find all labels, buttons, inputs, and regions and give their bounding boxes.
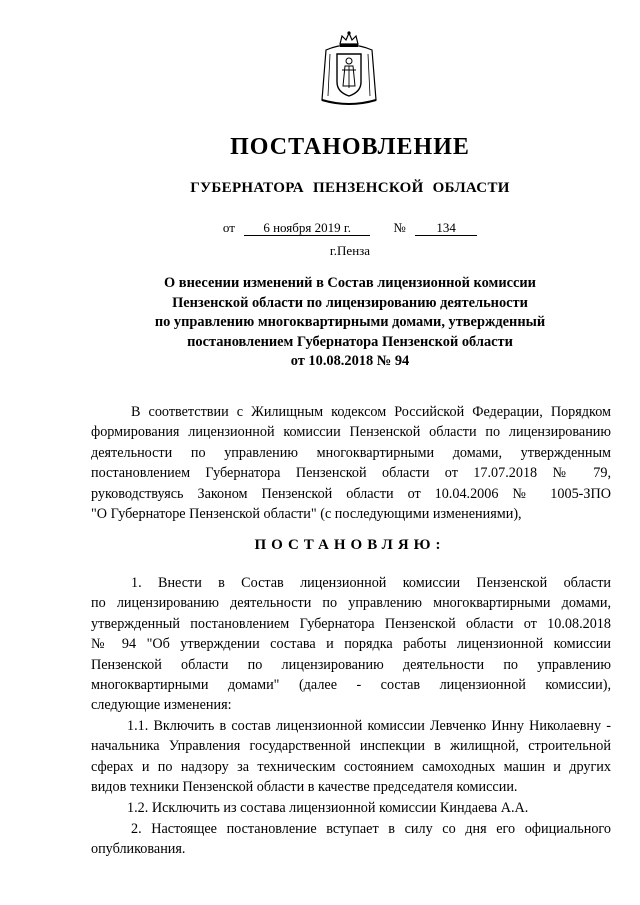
paragraph-line: деятельности по управлению многоквартирными домами, утвержденным <box>91 444 611 461</box>
paragraph-line: формирования лицензионной комиссии Пензенской области по лицензированию <box>91 424 611 441</box>
paragraph-line: следующие изменения: <box>91 697 232 714</box>
paragraph-line: по лицензированию деятельности по управлению многоквартирными домами, <box>91 595 611 612</box>
item-2-paragraph <box>91 819 611 860</box>
paragraph-line: 1.2. Исключить из состава лицензионной комиссии Киндаева А.А. <box>127 800 529 816</box>
paragraph-line: В соответствии с Жилищным кодексом Российской Федерации, Порядком <box>131 404 611 420</box>
paragraph-line: сферах и по надзору за техническим состоянием самоходных машин и других <box>91 758 611 775</box>
paragraph-line: начальника Управления государственной инспекции в жилищной, строительной <box>91 738 611 755</box>
city: г.Пенза <box>329 243 371 258</box>
item-1-1-paragraph <box>91 716 611 798</box>
document-date: 6 ноября 2019 г. <box>244 221 370 236</box>
paragraph-line: Пензенской области по лицензированию деятельности по управлению <box>91 656 611 673</box>
paragraph-line: 1.1. Включить в состав лицензионной комиссии Левченко Инну Николаевну - <box>127 718 611 734</box>
from-label: от <box>222 220 235 235</box>
paragraph-line: 1. Внести в Состав лицензионной комиссии Пензенской области <box>131 575 611 591</box>
paragraph-line: 2. Настоящее постановление вступает в силу со дня его официального <box>131 821 611 837</box>
document-number: 134 <box>415 221 477 236</box>
heading-line: Пензенской области по лицензированию деятельности <box>172 294 528 311</box>
document-title: ПОСТАНОВЛЕНИЕ <box>230 134 470 160</box>
paragraph-line: видов техники Пензенской области в качестве председателя комиссии. <box>91 779 518 796</box>
item-1-2-paragraph <box>91 798 611 818</box>
document-heading <box>0 274 640 372</box>
paragraph-line: постановлением Губернатора Пензенской области от 17.07.2018 № 79, <box>91 465 611 482</box>
coat-of-arms-icon <box>318 30 380 108</box>
date-line <box>0 220 640 236</box>
paragraph-line: № 94 "Об утверждении состава и порядка работы лицензионной комиссии <box>91 636 611 653</box>
heading-line: О внесении изменений в Состав лицензионной комиссии <box>164 275 536 291</box>
paragraph-line: многоквартирными домами" (далее - состав лицензионной комиссии), <box>91 676 611 693</box>
paragraph-line: опубликования. <box>91 841 186 858</box>
paragraph-line: руководствуясь Законом Пензенской области от 10.04.2006 № 1005-ЗПО <box>91 485 611 502</box>
paragraph-line: утвержденный постановлением Губернатора Пензенской области от 10.08.2018 <box>91 615 611 632</box>
issuer-subtitle: ГУБЕРНАТОРА ПЕНЗЕНСКОЙ ОБЛАСТИ <box>190 180 510 196</box>
item-1-paragraph <box>91 573 611 716</box>
preamble-paragraph <box>91 402 611 524</box>
heading-line: по управлению многоквартирными домами, утвержденный <box>154 314 546 330</box>
heading-line: постановлением Губернатора Пензенской области <box>187 333 513 350</box>
paragraph-line: "О Губернаторе Пензенской области" (с последующими изменениями), <box>91 505 522 522</box>
decree-word: ПОСТАНОВЛЯЮ: <box>254 537 446 553</box>
heading-line: от 10.08.2018 № 94 <box>290 353 410 369</box>
number-label: № <box>393 220 406 235</box>
